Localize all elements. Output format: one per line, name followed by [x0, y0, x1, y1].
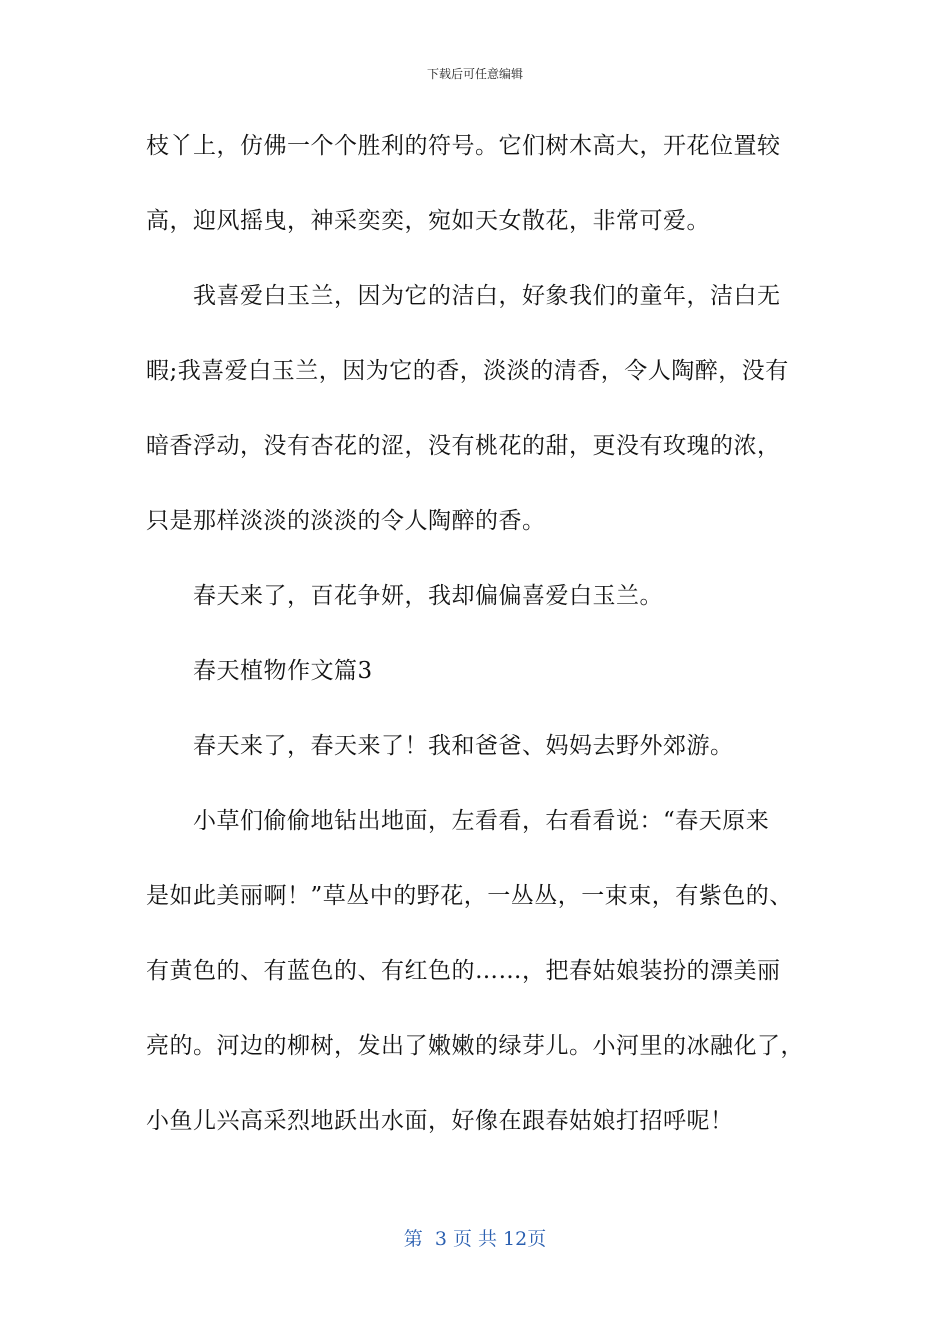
section-heading: 春天植物作文篇3 [193, 658, 373, 684]
text-line: 小草们偷偷地钻出地面，左看看，右看看说：“春天原来 [193, 808, 770, 834]
page-header: 下载后可任意编辑 [426, 67, 523, 81]
text-line: 小鱼儿兴高采烈地跃出水面，好像在跟春姑娘打招呼呢！ [146, 1108, 734, 1134]
text-line: 有黄色的、有蓝色的、有红色的……，把春姑娘装扮的漂美丽 [146, 958, 781, 984]
text-line: 我喜爱白玉兰，因为它的洁白，好象我们的童年，洁白无 [193, 283, 781, 309]
text-line: 暇;我喜爱白玉兰，因为它的香，淡淡的清香，令人陶醉，没有 [146, 358, 789, 384]
text-line: 是如此美丽啊！”草丛中的野花，一丛丛，一束束，有紫色的、 [146, 883, 793, 909]
page-number-footer: 第 3 页 共 12页 [403, 1228, 547, 1250]
text-line: 亮的。河边的柳树，发出了嫩嫩的绿芽儿。小河里的冰融化了， [146, 1033, 804, 1059]
text-line: 春天来了，春天来了！我和爸爸、妈妈去野外郊游。 [193, 733, 734, 759]
text-line: 高，迎风摇曳，神采奕奕，宛如天女散花，非常可爱。 [146, 208, 710, 234]
text-line: 枝丫上，仿佛一个个胜利的符号。它们树木高大，开花位置较 [146, 133, 781, 159]
text-line: 只是那样淡淡的淡淡的令人陶醉的香。 [146, 508, 546, 534]
text-line: 暗香浮动，没有杏花的涩，没有桃花的甜，更没有玫瑰的浓， [146, 433, 781, 459]
body-text [146, 122, 816, 1172]
text-line: 春天来了，百花争妍，我却偏偏喜爱白玉兰。 [193, 583, 663, 609]
